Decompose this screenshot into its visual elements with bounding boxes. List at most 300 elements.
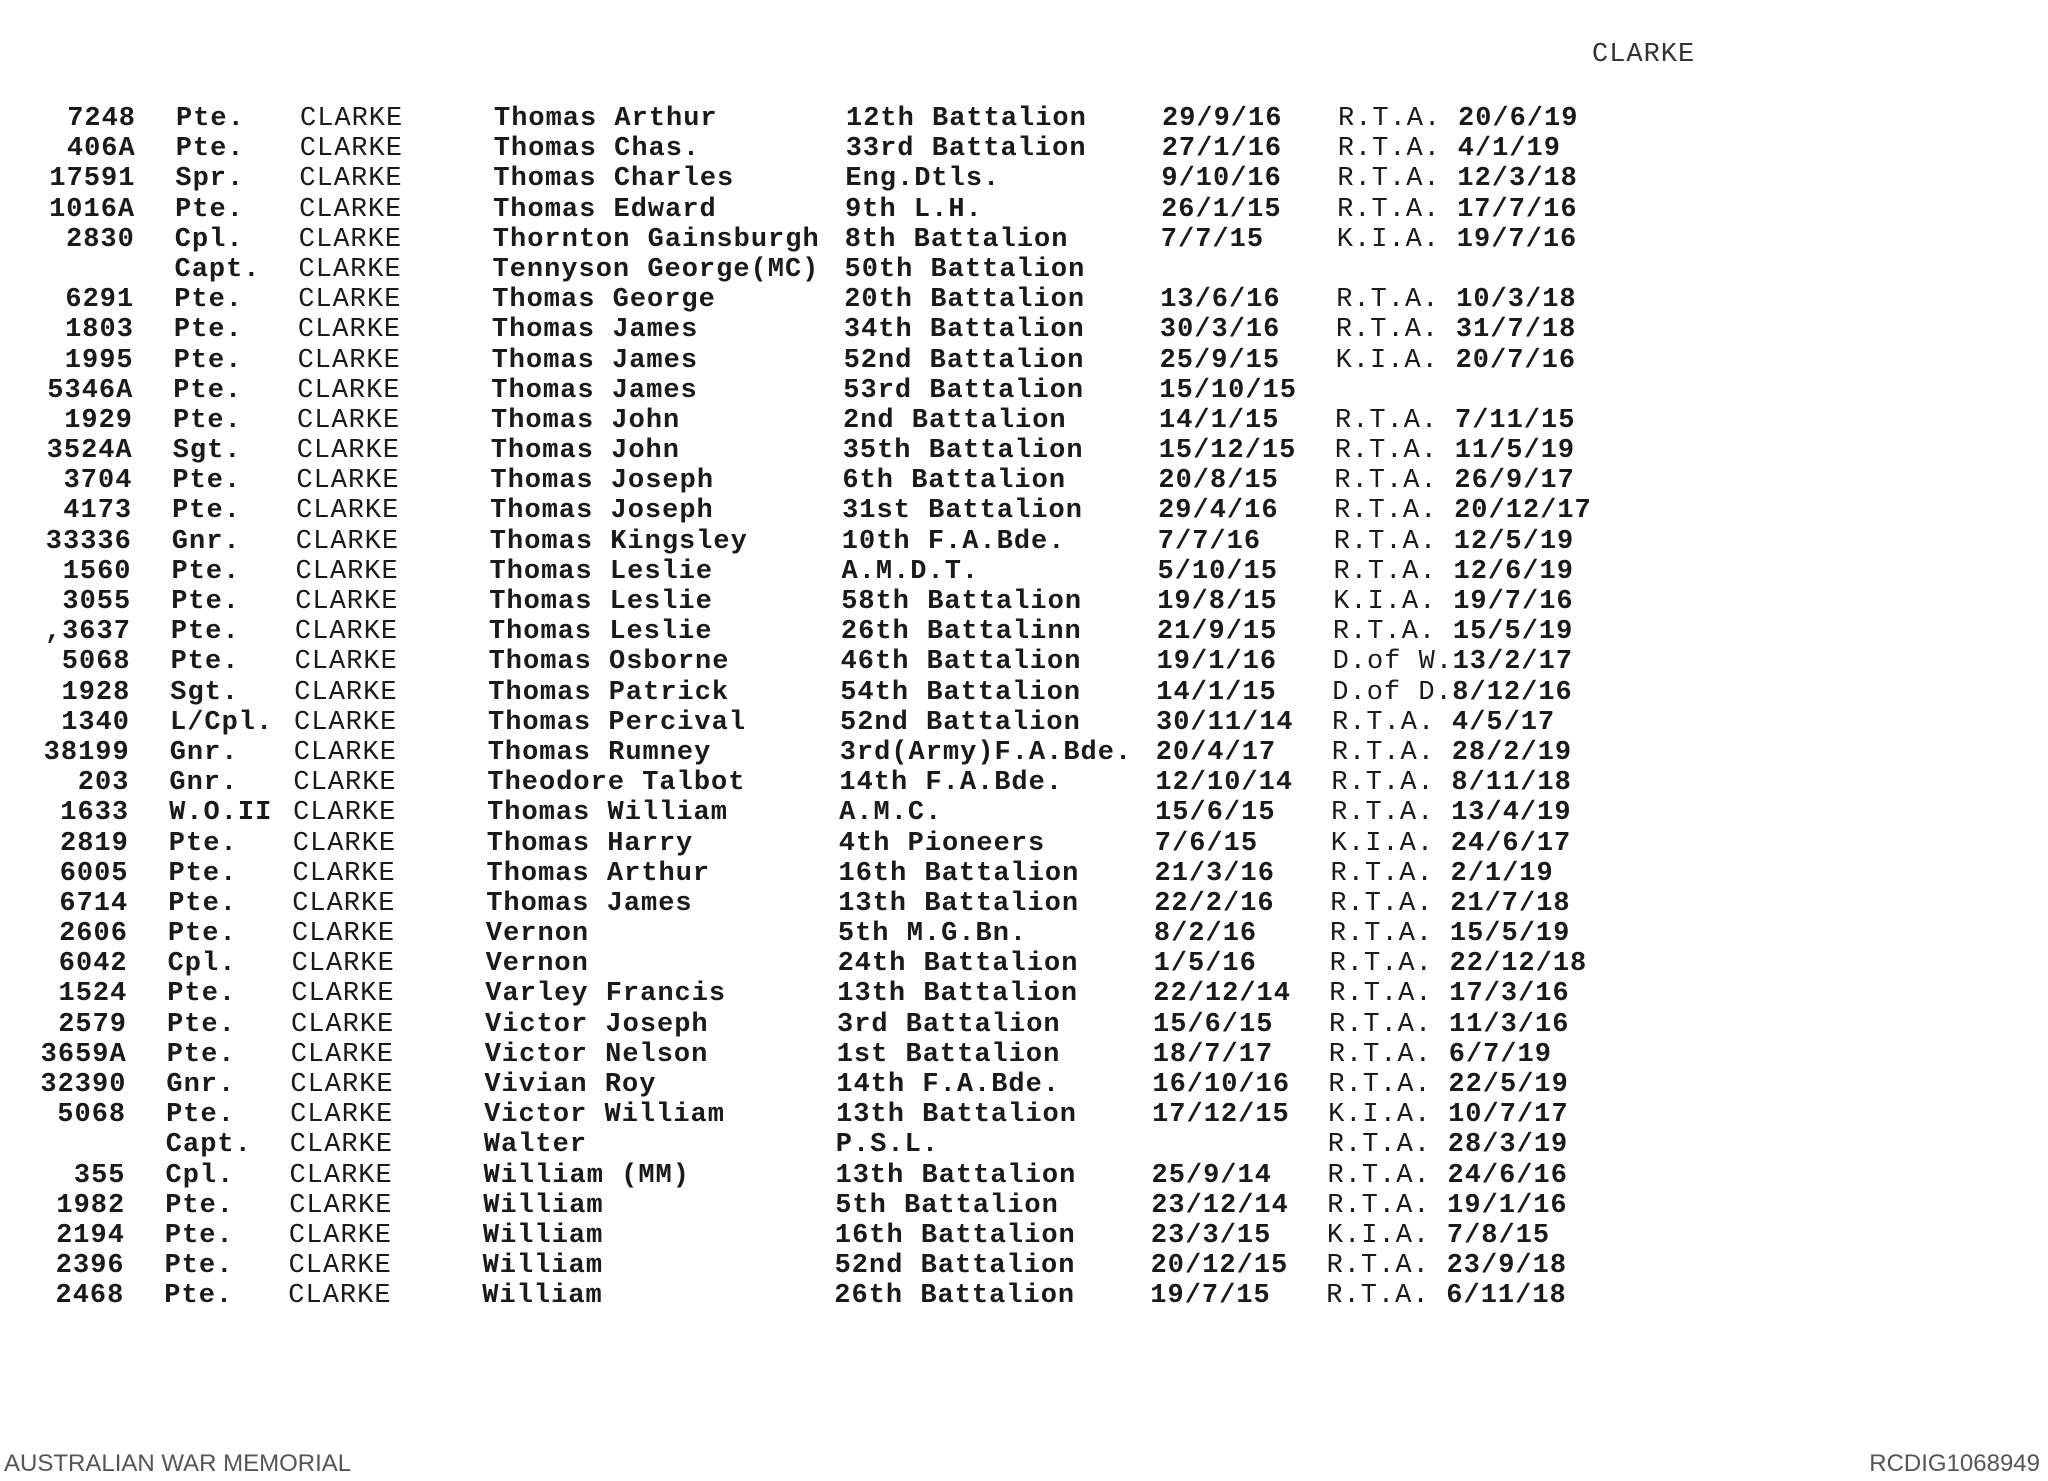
enlistment-date: 22/12/14	[1153, 979, 1291, 1010]
fate-date: 22/5/19	[1448, 1070, 1569, 1100]
roll-entry	[0, 376, 2045, 406]
fate: R.T.A.	[1326, 1251, 1430, 1282]
unit: A.M.C.	[839, 798, 943, 829]
surname: CLARKE	[299, 164, 403, 195]
surname: CLARKE	[298, 285, 402, 316]
surname: CLARKE	[289, 1160, 393, 1191]
surname: CLARKE	[292, 858, 396, 889]
fate-date: 15/5/19	[1449, 919, 1571, 950]
enlistment-date: 27/1/16	[1161, 134, 1283, 165]
roll-entry	[0, 436, 2045, 466]
roll-entry	[0, 678, 2042, 708]
rank: W.O.II	[169, 798, 273, 829]
unit: Eng.Dtls.	[845, 164, 1001, 195]
enlistment-date: 15/6/15	[1155, 798, 1276, 829]
rank: Pte.	[175, 134, 245, 165]
surname: CLARKE	[290, 1100, 394, 1131]
enlistment-date: 9/10/16	[1161, 164, 1282, 195]
unit: 52nd Battalion	[840, 707, 1081, 738]
roll-entry	[0, 829, 2041, 859]
roll-entry	[0, 1040, 2039, 1070]
fate: R.T.A.	[1330, 858, 1434, 889]
surname: CLARKE	[297, 345, 401, 376]
given-names: Thomas George	[492, 285, 716, 316]
roll-entry	[0, 557, 2044, 587]
enlistment-date: 12/10/14	[1155, 768, 1294, 799]
fate: R.T.A.	[1336, 285, 1440, 316]
surname: CLARKE	[297, 315, 402, 346]
enlistment-date: 29/9/16	[1162, 104, 1283, 134]
fate: R.T.A.	[1337, 194, 1441, 225]
fate: R.T.A.	[1331, 768, 1435, 799]
unit: 33rd Battalion	[845, 134, 1087, 165]
fate-date: 19/1/16	[1447, 1190, 1568, 1221]
rank: Pte.	[171, 556, 241, 587]
enlistment-date: 22/2/16	[1154, 888, 1275, 919]
unit: 5th Battalion	[835, 1190, 1059, 1221]
fate-date: 7/11/15	[1455, 405, 1576, 436]
enlistment-date: 29/4/16	[1158, 496, 1279, 527]
roll-entry	[0, 738, 2042, 768]
surname: CLARKE	[297, 405, 401, 436]
fate: R.T.A.	[1327, 1130, 1432, 1161]
unit: 8th Battalion	[844, 224, 1069, 255]
given-names: Thomas Edward	[493, 194, 717, 225]
service-number: 1982	[56, 1190, 126, 1221]
enlistment-date: 14/1/15	[1156, 677, 1277, 708]
given-names: Vernon	[485, 949, 589, 980]
unit: 14th F.A.Bde.	[839, 768, 1064, 799]
roll-entry	[0, 1130, 2038, 1160]
fate-date: 17/7/16	[1457, 194, 1578, 225]
service-number: 5068	[57, 1100, 127, 1131]
unit: 9th L.H.	[845, 194, 983, 225]
roll-entry	[0, 647, 2043, 677]
enlistment-date: 15/6/15	[1153, 1009, 1274, 1040]
surname: CLARKE	[298, 254, 402, 285]
unit: 20th Battalion	[844, 285, 1086, 316]
service-number: 4173	[63, 496, 133, 527]
service-number: 2819	[59, 828, 129, 859]
fate-date: 17/3/16	[1449, 979, 1570, 1010]
enlistment-date: 30/11/14	[1156, 707, 1294, 738]
fate-date: 13/2/17	[1452, 647, 1574, 678]
unit: 14th F.A.Bde.	[836, 1070, 1061, 1100]
surname: CLARKE	[295, 556, 399, 587]
service-number: 1929	[64, 405, 133, 436]
service-number: 2606	[59, 919, 128, 950]
fate-date: 4/5/17	[1452, 707, 1556, 738]
rank: Spr.	[175, 164, 245, 195]
fate: R.T.A.	[1327, 1190, 1431, 1221]
enlistment-date: 7/7/15	[1160, 224, 1265, 255]
roll-entry	[0, 587, 2043, 617]
given-names: Thomas Kingsley	[489, 526, 748, 557]
fate: R.T.A.	[1331, 798, 1435, 829]
enlistment-date: 8/2/16	[1153, 919, 1258, 950]
given-names: Thomas Leslie	[489, 587, 713, 617]
rank: Sgt.	[170, 677, 240, 708]
enlistment-date: 15/12/15	[1158, 436, 1297, 467]
fate-date: 12/3/18	[1457, 164, 1578, 195]
roll-entry	[0, 255, 2047, 285]
enlistment-date: 21/3/16	[1154, 858, 1275, 889]
fate-date: 28/3/19	[1447, 1130, 1569, 1161]
given-names: Victor Nelson	[484, 1039, 709, 1070]
enlistment-date: 5/10/15	[1157, 556, 1278, 587]
rank: Pte.	[172, 496, 241, 527]
roll-entry	[0, 527, 2044, 557]
service-number: 1016A	[49, 194, 136, 225]
rank: Pte.	[171, 587, 241, 617]
rank: Pte.	[168, 888, 238, 919]
rank: Pte.	[166, 1039, 236, 1070]
given-names: Thomas Joseph	[490, 466, 715, 497]
fate: K.I.A.	[1330, 828, 1435, 859]
roll-entry	[0, 768, 2041, 798]
fate: R.T.A.	[1335, 405, 1439, 436]
enlistment-date: 17/12/15	[1152, 1100, 1290, 1131]
fate-date: 19/7/16	[1456, 224, 1578, 255]
service-number: 5346A	[47, 375, 134, 406]
service-number: 6291	[65, 285, 135, 316]
service-number: 3055	[62, 587, 132, 617]
fate-date: 8/11/18	[1451, 768, 1572, 799]
rank: Gnr.	[169, 768, 239, 799]
rank: Pte.	[167, 1009, 236, 1040]
rank: Pte.	[164, 1281, 234, 1312]
unit: 46th Battalion	[840, 647, 1082, 678]
rank: Gnr.	[171, 526, 241, 557]
enlistment-date: 19/7/15	[1150, 1281, 1271, 1312]
service-number: 1340	[61, 707, 130, 738]
rank: Pte.	[167, 979, 237, 1010]
service-number: 3524A	[46, 436, 133, 467]
fate-date: 23/9/18	[1446, 1251, 1568, 1282]
fate-date: 2/1/19	[1450, 858, 1554, 889]
surname: CLARKE	[291, 919, 396, 950]
roll-entry	[0, 225, 2047, 255]
surname: CLARKE	[295, 526, 400, 557]
rank: Pte.	[173, 345, 243, 376]
rank: Pte.	[175, 194, 244, 225]
rank: Pte.	[170, 617, 240, 648]
unit: 3rd(Army)F.A.Bde.	[839, 737, 1133, 768]
service-number: 32390	[40, 1070, 127, 1100]
fate: R.T.A.	[1330, 888, 1434, 919]
rank: Pte.	[173, 315, 243, 346]
roll-entry	[0, 285, 2046, 315]
roll-entry	[0, 617, 2043, 647]
surname: CLARKE	[298, 224, 403, 255]
unit: 58th Battalion	[841, 587, 1083, 617]
fate: R.T.A.	[1334, 466, 1438, 497]
surname: CLARKE	[291, 949, 395, 980]
unit: 13th Battalion	[835, 1160, 1077, 1191]
surname: CLARKE	[289, 1190, 393, 1221]
given-names: Thornton Gainsburgh	[492, 224, 820, 255]
unit: 52nd Battalion	[843, 345, 1085, 376]
fate-date: 10/7/17	[1448, 1100, 1569, 1131]
fate-date: 19/7/16	[1453, 587, 1574, 617]
page-header-surname: CLARKE	[1592, 40, 1696, 70]
surname: CLARKE	[290, 1039, 394, 1070]
given-names: Thomas Rumney	[487, 737, 712, 768]
given-names: Varley Francis	[485, 979, 727, 1010]
rank: Cpl.	[165, 1160, 235, 1191]
surname: CLARKE	[297, 375, 401, 406]
fate: R.T.A.	[1329, 1009, 1433, 1040]
fate-date: 28/2/19	[1451, 737, 1573, 768]
footer-image-id: RCDIG1068949	[1869, 1450, 2040, 1477]
rank: Pte.	[168, 858, 238, 889]
unit: 5th M.G.Bn.	[837, 919, 1028, 950]
enlistment-date: 20/12/15	[1150, 1251, 1289, 1282]
service-number: 2579	[58, 1009, 127, 1040]
unit: 31st Battalion	[842, 496, 1083, 527]
fate: R.T.A.	[1334, 436, 1438, 467]
service-number: 2830	[65, 224, 135, 255]
service-number: 6005	[59, 858, 129, 889]
roll-entry	[0, 949, 2040, 979]
service-number: 406A	[66, 134, 136, 165]
rank: Sgt.	[172, 436, 242, 467]
given-names: Thomas James	[491, 315, 699, 346]
rank: Gnr.	[169, 737, 239, 768]
surname: CLARKE	[289, 1130, 394, 1161]
roll-entry	[0, 1161, 2038, 1191]
service-number: 1524	[58, 979, 128, 1010]
roll-entry	[0, 889, 2040, 919]
given-names: William (MM)	[483, 1160, 690, 1191]
unit: 54th Battalion	[840, 677, 1082, 708]
unit: 1st Battalion	[836, 1039, 1061, 1070]
roll-entry	[0, 164, 2047, 194]
fate-date: 24/6/17	[1450, 828, 1572, 859]
rank: Cpl.	[174, 224, 244, 255]
service-number: 6714	[59, 888, 129, 919]
fate-date: 21/7/18	[1450, 888, 1571, 919]
service-number: 203	[77, 768, 130, 799]
service-number: 1560	[62, 556, 132, 587]
fate-date: 10/3/18	[1456, 285, 1577, 316]
given-names: Victor William	[484, 1100, 725, 1131]
service-number: 3704	[63, 466, 133, 497]
enlistment-date: 25/9/14	[1151, 1160, 1272, 1191]
enlistment-date: 18/7/17	[1152, 1039, 1274, 1070]
roll-entry	[0, 1070, 2038, 1100]
rank: Pte.	[164, 1220, 234, 1251]
fate: K.I.A.	[1326, 1220, 1431, 1251]
service-number: 5068	[61, 647, 131, 678]
fate: R.T.A.	[1333, 556, 1437, 587]
given-names: Thomas Chas.	[493, 134, 701, 165]
surname: CLARKE	[294, 617, 399, 648]
roll-entry	[0, 708, 2042, 738]
given-names: William	[482, 1251, 604, 1282]
roll-entry	[0, 315, 2046, 345]
fate-date: 8/12/16	[1452, 677, 1573, 708]
unit: 3rd Battalion	[837, 1009, 1061, 1040]
given-names: Thomas Arthur	[486, 858, 711, 889]
enlistment-date: 15/10/15	[1159, 375, 1297, 406]
fate: D.of W.	[1332, 647, 1454, 678]
unit: A.M.D.T.	[841, 556, 980, 587]
given-names: Thomas Percival	[488, 707, 747, 738]
fate-date: 31/7/18	[1455, 315, 1577, 346]
enlistment-date: 13/6/16	[1160, 285, 1281, 316]
fate: R.T.A.	[1334, 496, 1438, 527]
unit: 16th Battalion	[838, 858, 1080, 889]
surname: CLARKE	[292, 888, 396, 919]
fate-date: 4/1/19	[1457, 134, 1561, 165]
fate: R.T.A.	[1328, 1070, 1432, 1100]
roll-entry	[0, 104, 2048, 134]
roll-entry	[0, 798, 2041, 828]
unit: 13th Battalion	[837, 979, 1079, 1010]
given-names: Theodore Talbot	[487, 768, 746, 799]
nominal-roll-list	[0, 104, 2048, 1312]
unit: 13th Battalion	[838, 888, 1080, 919]
surname: CLARKE	[290, 1070, 394, 1100]
fate-date: 12/6/19	[1453, 556, 1574, 587]
fate: K.I.A.	[1336, 224, 1441, 255]
fate: K.I.A.	[1328, 1100, 1432, 1131]
rank: Pte.	[166, 1100, 235, 1131]
service-number: 2396	[55, 1251, 125, 1282]
enlistment-date: 7/7/16	[1157, 526, 1262, 557]
surname: CLARKE	[295, 587, 399, 617]
given-names: Thomas John	[490, 436, 680, 467]
fate: R.T.A.	[1329, 919, 1434, 950]
given-names: Vernon	[485, 919, 590, 950]
fate: R.T.A.	[1335, 315, 1440, 346]
service-number: 1995	[64, 345, 134, 376]
surname: CLARKE	[292, 828, 397, 859]
rank: Gnr.	[166, 1070, 236, 1100]
rank: Pte.	[170, 647, 240, 678]
surname: CLARKE	[299, 134, 403, 165]
roll-entry	[0, 496, 2044, 526]
enlistment-date: 23/12/14	[1151, 1190, 1289, 1221]
unit: 13th Battalion	[836, 1100, 1077, 1131]
enlistment-date: 7/6/15	[1154, 828, 1259, 859]
roll-entry	[0, 406, 2045, 436]
unit: 6th Battalion	[842, 466, 1067, 497]
given-names: Thomas James	[491, 345, 699, 376]
footer-institution: AUSTRALIAN WAR MEMORIAL	[4, 1450, 352, 1477]
enlistment-date: 19/1/16	[1156, 647, 1278, 678]
unit: 53rd Battalion	[843, 375, 1085, 406]
surname: CLARKE	[300, 104, 404, 134]
fate: R.T.A.	[1328, 1039, 1432, 1070]
fate-date: 6/7/19	[1448, 1039, 1552, 1070]
unit: 10th F.A.Bde.	[841, 526, 1066, 557]
service-number: ,3637	[44, 617, 131, 648]
enlistment-date: 25/9/15	[1159, 345, 1281, 376]
fate: R.T.A.	[1329, 949, 1433, 980]
rank: Pte.	[173, 405, 242, 436]
rank: Pte.	[174, 285, 244, 316]
service-number: 355	[73, 1160, 126, 1191]
fate-date: 11/5/19	[1454, 436, 1576, 467]
roll-entry	[0, 1221, 2037, 1251]
given-names: Thomas William	[487, 798, 728, 829]
fate-date: 24/6/16	[1447, 1160, 1568, 1191]
fate-date: 13/4/19	[1451, 798, 1572, 829]
enlistment-date: 20/8/15	[1158, 466, 1279, 497]
given-names: Thomas James	[491, 375, 698, 406]
enlistment-date: 19/8/15	[1157, 587, 1278, 617]
given-names: Thomas John	[491, 405, 681, 436]
surname: CLARKE	[296, 466, 400, 497]
fate-date: 26/9/17	[1454, 466, 1575, 497]
roll-entry	[0, 346, 2046, 376]
surname: CLARKE	[296, 436, 400, 467]
roll-entry	[0, 919, 2040, 949]
unit: 2nd Battalion	[843, 405, 1067, 436]
roll-entry	[0, 466, 2044, 496]
given-names: William	[482, 1220, 604, 1251]
service-number: 2194	[56, 1220, 125, 1251]
enlistment-date: 23/3/15	[1150, 1220, 1272, 1251]
service-number: 3659A	[40, 1039, 127, 1070]
roll-entry	[0, 979, 2039, 1009]
rank: Capt.	[174, 254, 261, 285]
fate-date: 6/11/18	[1446, 1281, 1567, 1312]
unit: 16th Battalion	[834, 1220, 1076, 1251]
unit: 26th Battalion	[834, 1281, 1076, 1312]
fate: R.T.A.	[1337, 164, 1441, 195]
surname: CLARKE	[288, 1251, 392, 1282]
fate-date: 20/7/16	[1455, 345, 1577, 376]
enlistment-date: 14/1/15	[1159, 405, 1280, 436]
service-number: 1803	[65, 315, 134, 346]
rank: Pte.	[165, 1190, 235, 1221]
surname: CLARKE	[294, 677, 398, 708]
fate-date: 20/6/19	[1458, 104, 1579, 134]
roll-entry	[0, 1251, 2037, 1281]
rank: Pte.	[172, 466, 242, 497]
roll-entry	[0, 195, 2047, 225]
surname: CLARKE	[296, 496, 400, 527]
unit: 52nd Battalion	[834, 1251, 1076, 1282]
roll-entry	[0, 1281, 2036, 1311]
fate: R.T.A.	[1332, 707, 1436, 738]
fate: R.T.A.	[1332, 617, 1437, 648]
roll-entry	[0, 134, 2048, 164]
rank: Cpl.	[167, 949, 237, 980]
roll-entry	[0, 1191, 2037, 1221]
surname: CLARKE	[291, 1009, 395, 1040]
unit: 50th Battalion	[844, 254, 1086, 285]
service-number: 1928	[61, 677, 131, 708]
given-names: Victor Joseph	[485, 1009, 709, 1040]
fate-date: 12/5/19	[1453, 526, 1575, 557]
fate: K.I.A.	[1333, 587, 1437, 617]
given-names: Thomas Patrick	[488, 677, 730, 708]
given-names: William	[483, 1190, 604, 1221]
surname: CLARKE	[299, 194, 403, 225]
unit: 24th Battalion	[837, 949, 1079, 980]
surname: CLARKE	[291, 979, 395, 1010]
given-names: Thomas James	[486, 888, 693, 919]
fate-date: 11/3/16	[1449, 1009, 1570, 1040]
given-names: Thomas Arthur	[494, 104, 718, 134]
fate: R.T.A.	[1337, 134, 1441, 165]
fate: R.T.A.	[1327, 1160, 1431, 1191]
surname: CLARKE	[288, 1281, 392, 1312]
